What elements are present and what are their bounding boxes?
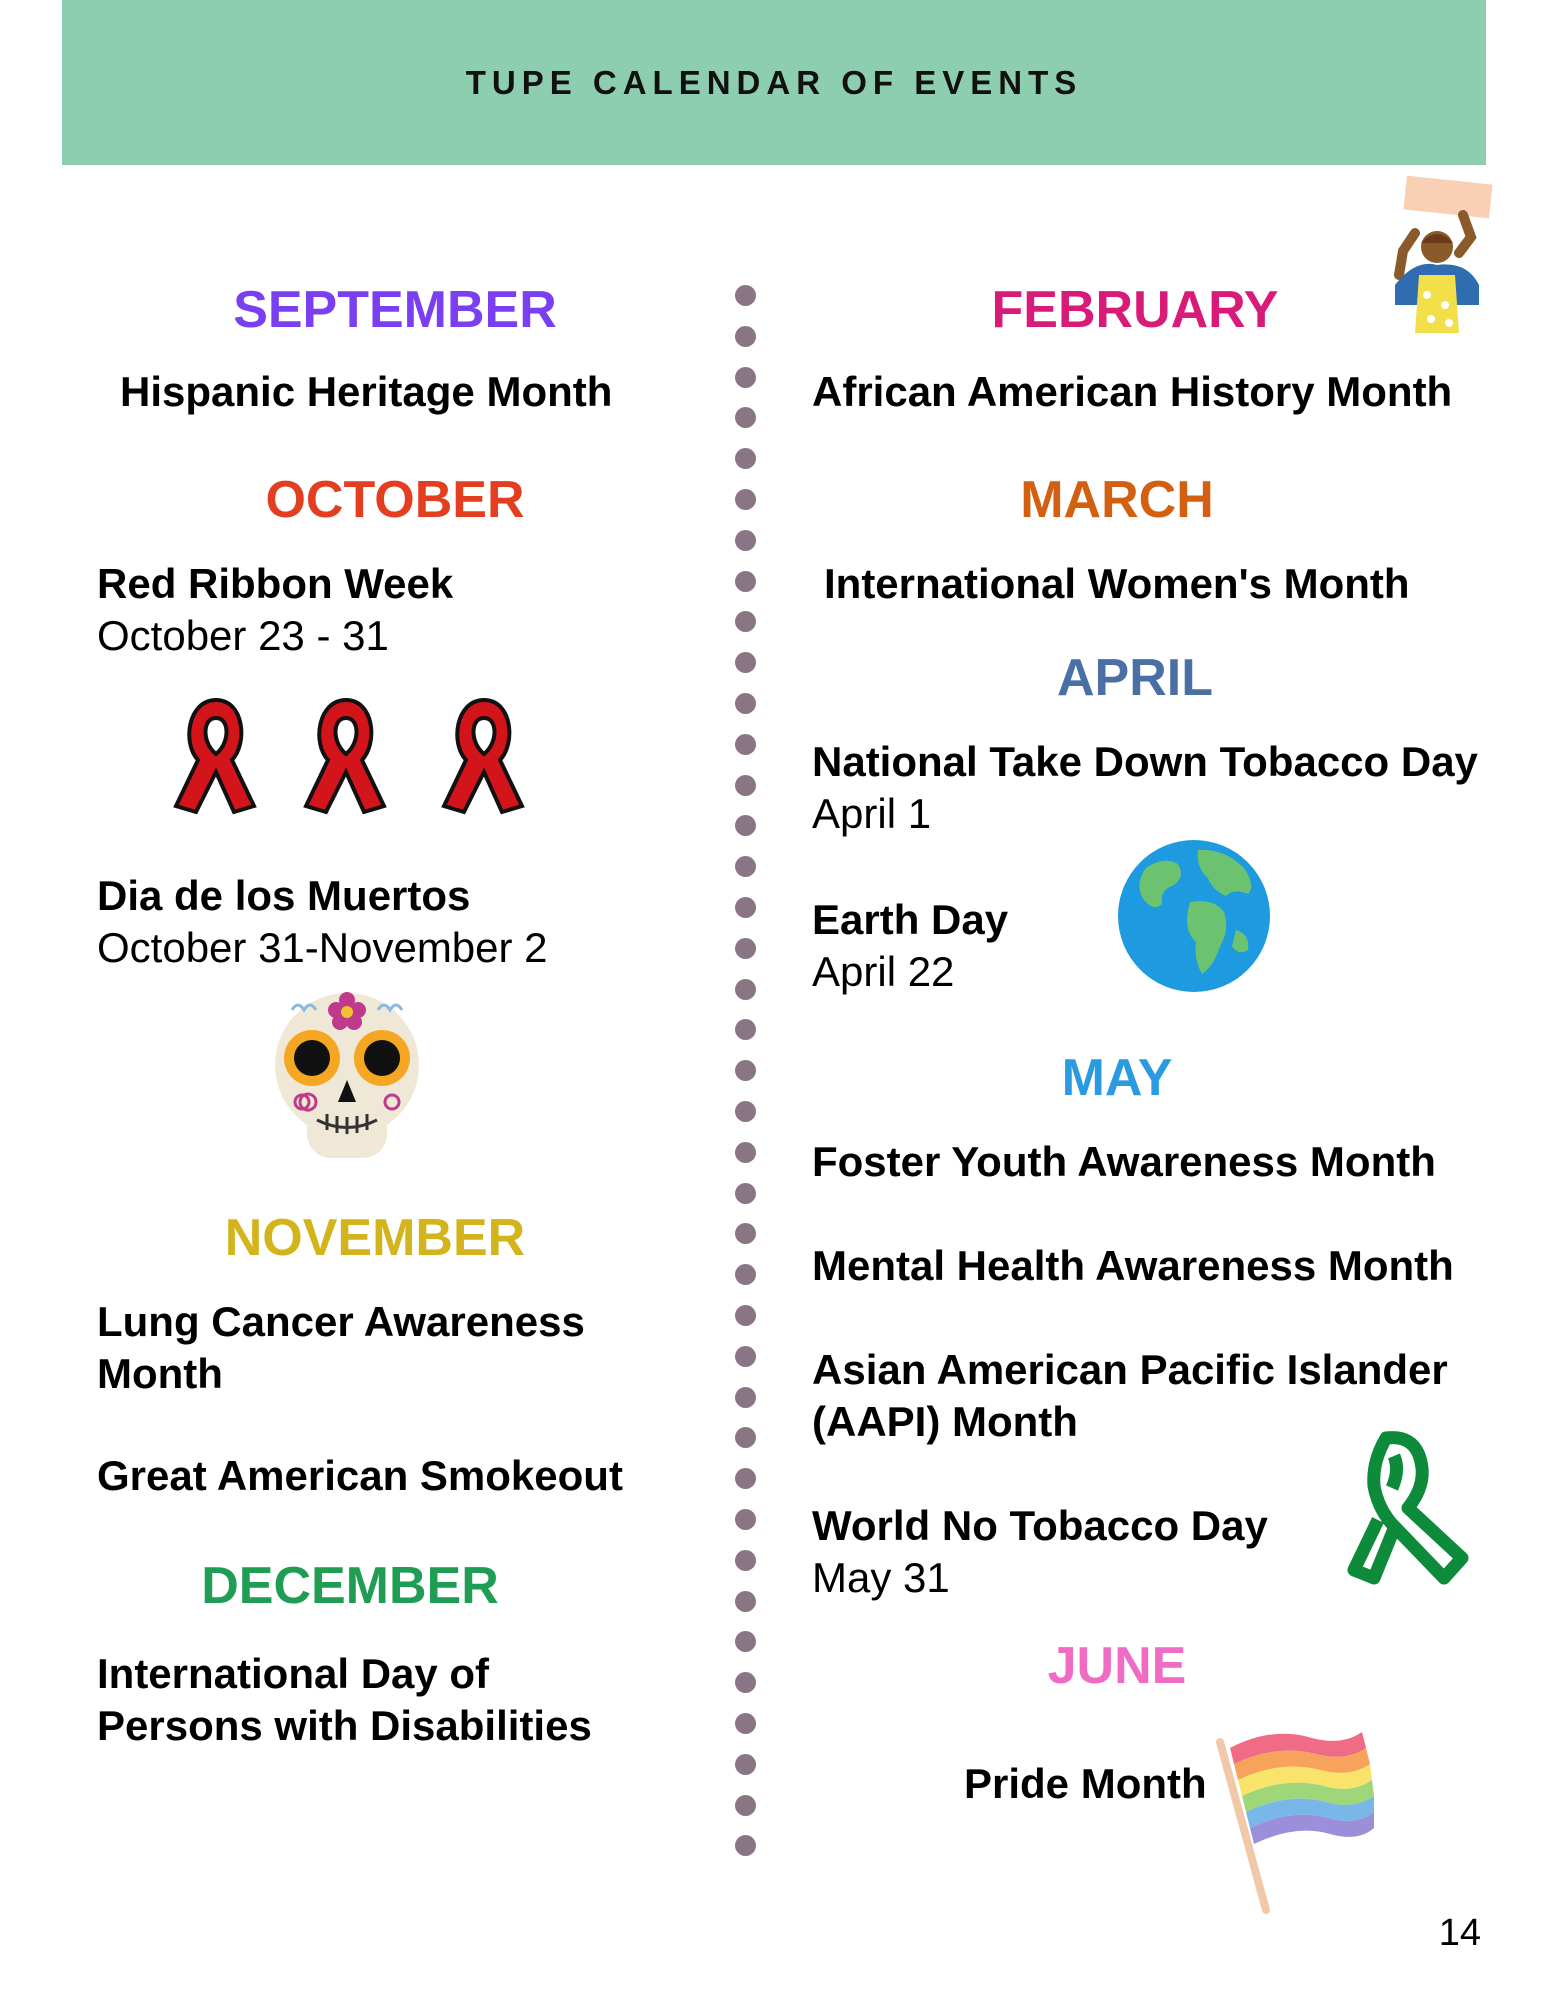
event-red-ribbon-week: Red Ribbon Week — [97, 560, 454, 607]
event-african-american-history: African American History Month — [812, 368, 1453, 415]
event-hispanic-heritage: Hispanic Heritage Month — [120, 368, 613, 415]
divider-dot — [735, 1019, 756, 1040]
event-pride-month: Pride Month — [964, 1760, 1207, 1807]
red-ribbon-icon — [168, 688, 263, 818]
event-take-down-tobacco: National Take Down Tobacco Day — [812, 738, 1478, 785]
event-lung-cancer-line1: Lung Cancer Awareness — [97, 1298, 585, 1345]
divider-dot — [735, 734, 756, 755]
divider-dot — [735, 285, 756, 306]
month-november: NOVEMBER — [224, 1209, 526, 1267]
divider-dot — [735, 1101, 756, 1122]
divider-dot — [735, 979, 756, 1000]
page-title: TUPE CALENDAR OF EVENTS — [465, 63, 1083, 101]
divider-dot — [735, 1835, 756, 1856]
pride-flag-icon — [1212, 1718, 1378, 1918]
divider-dot — [735, 1427, 756, 1448]
divider-dot — [735, 1591, 756, 1612]
divider-dot — [735, 407, 756, 428]
divider-dot — [735, 1264, 756, 1285]
divider-dot — [735, 489, 756, 510]
month-september: SEPTEMBER — [233, 281, 557, 339]
event-dia-de-los-muertos-date: October 31-November 2 — [97, 924, 548, 971]
divider-dot — [735, 815, 756, 836]
event-disabilities-line1: International Day of — [97, 1650, 490, 1697]
divider-dot — [735, 1713, 756, 1734]
month-june: JUNE — [1047, 1637, 1187, 1695]
divider-dot — [735, 1387, 756, 1408]
divider-dot — [735, 1672, 756, 1693]
divider-dot — [735, 1550, 756, 1571]
divider-dot — [735, 571, 756, 592]
divider-dot — [735, 897, 756, 918]
event-earth-day-date: April 22 — [812, 948, 955, 995]
divider-dot — [735, 1754, 756, 1775]
divider-dot — [735, 1142, 756, 1163]
month-october: OCTOBER — [265, 471, 525, 529]
divider-dot — [735, 1631, 756, 1652]
event-international-womens: International Women's Month — [824, 560, 1410, 607]
green-ribbon-icon — [1334, 1428, 1474, 1598]
divider-dot — [735, 448, 756, 469]
divider-dot — [735, 611, 756, 632]
event-foster-youth: Foster Youth Awareness Month — [812, 1138, 1436, 1185]
divider-dot — [735, 1509, 756, 1530]
event-disabilities-line2: Persons with Disabilities — [97, 1702, 592, 1749]
divider-dot — [735, 1468, 756, 1489]
event-dia-de-los-muertos: Dia de los Muertos — [97, 872, 471, 919]
event-world-no-tobacco-date: May 31 — [812, 1554, 950, 1601]
event-take-down-tobacco-date: April 1 — [812, 790, 932, 837]
month-march: MARCH — [1020, 471, 1214, 529]
divider-dot — [735, 1305, 756, 1326]
red-ribbon-icon — [298, 688, 393, 818]
divider-dot — [735, 938, 756, 959]
event-mental-health: Mental Health Awareness Month — [812, 1242, 1454, 1289]
divider-dot — [735, 326, 756, 347]
page-number: 14 — [1438, 1912, 1481, 1954]
event-great-american-smokeout: Great American Smokeout — [97, 1452, 623, 1499]
protester-sign-icon — [1375, 175, 1495, 335]
red-ribbon-icon — [436, 688, 531, 818]
header-banner — [62, 0, 1486, 165]
divider-dot — [735, 1183, 756, 1204]
divider-dot — [735, 367, 756, 388]
event-lung-cancer-line2: Month — [97, 1350, 223, 1397]
divider-dot — [735, 1795, 756, 1816]
event-red-ribbon-week-date: October 23 - 31 — [97, 612, 389, 659]
event-world-no-tobacco: World No Tobacco Day — [812, 1502, 1268, 1549]
month-december: DECEMBER — [201, 1557, 499, 1615]
divider-dot — [735, 1223, 756, 1244]
divider-dot — [735, 856, 756, 877]
divider-dot — [735, 693, 756, 714]
month-may: MAY — [1061, 1049, 1173, 1107]
divider-dot — [735, 775, 756, 796]
divider-dot — [735, 1346, 756, 1367]
month-april: APRIL — [1057, 649, 1213, 707]
divider-dot — [735, 652, 756, 673]
event-aapi-line1: Asian American Pacific Islander — [812, 1346, 1448, 1393]
event-earth-day: Earth Day — [812, 896, 1009, 943]
divider-dot — [735, 530, 756, 551]
earth-globe-icon — [1116, 838, 1272, 994]
month-february: FEBRUARY — [991, 281, 1279, 339]
sugar-skull-icon — [272, 990, 422, 1165]
divider-dot — [735, 1060, 756, 1081]
event-aapi-line2: (AAPI) Month — [812, 1398, 1078, 1445]
